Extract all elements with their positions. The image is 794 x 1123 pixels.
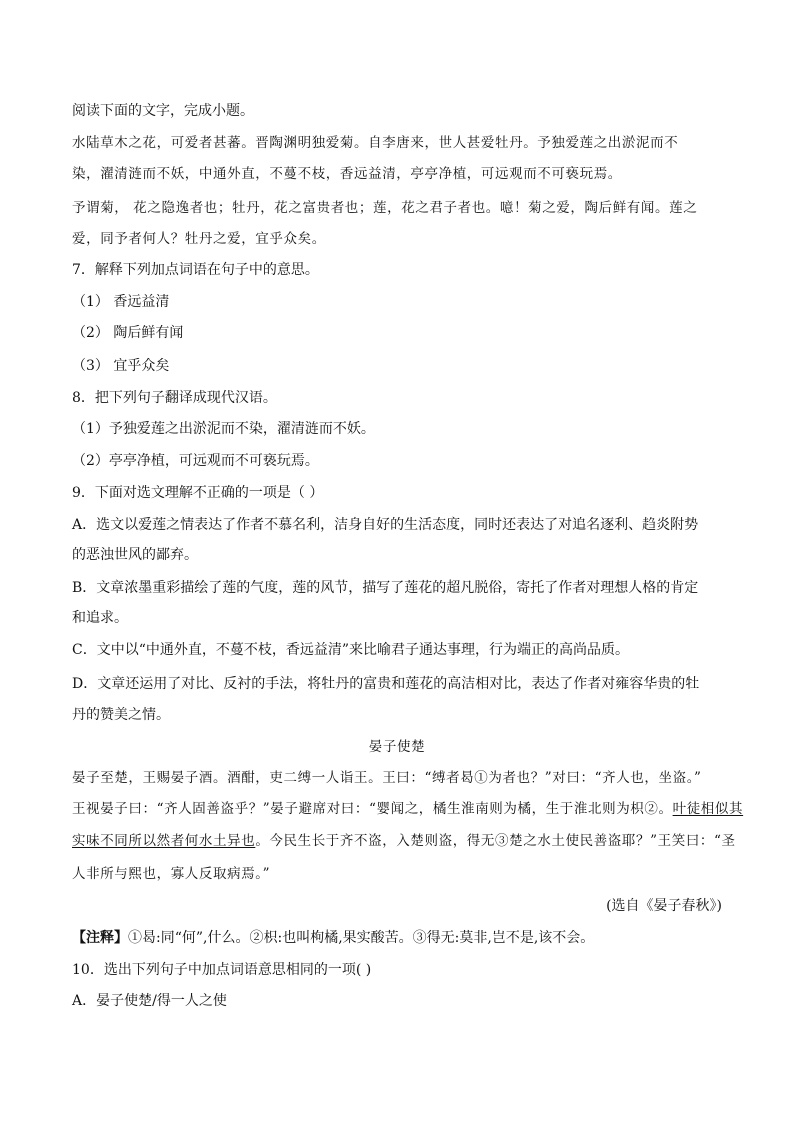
passage1-line-1: 水陆草木之花，可爱者甚蕃。晋陶渊明独爱菊。自李唐来，世人甚爱牡丹。予独爱莲之出淤泥而不: [72, 135, 679, 151]
question-10-option-a: A．晏子使楚/得一人之使: [72, 993, 227, 1009]
question-9-option-d-line-1: D．文章还运用了对比、反衬的手法，将牡丹的富贵和莲花的高洁相对比，表达了作者对雍容华贵的牡: [72, 676, 700, 692]
question-7-stem: 7．解释下列加点词语在句子中的意思。: [72, 262, 319, 278]
passage2-title: 晏子使楚: [368, 739, 426, 755]
question-8-item-1: （1）予独爱莲之出淤泥而不染，濯清涟而不妖。: [72, 421, 375, 437]
question-9-option-b-line-2: 和追求。: [72, 610, 128, 626]
notes-label: 【注释】: [72, 930, 128, 946]
question-10-stem: 10．选出下列句子中加点词语意思相同的一项( ): [72, 962, 372, 978]
passage1-line-2: 染，濯清涟而不妖，中通外直，不蔓不枝，香远益清，亭亭净植，可远观而不可亵玩焉。: [72, 166, 622, 182]
passage2-line-4: 人非所与熙也，寡人反取病焉。”: [72, 866, 271, 882]
question-8-stem: 8．把下列句子翻译成现代汉语。: [72, 390, 277, 406]
passage1-line-3: 予谓菊， 花之隐逸者也；牡丹，花之富贵者也；莲，花之君子者也。噫！菊之爱，陶后鲜有闻。莲之: [72, 200, 698, 216]
question-9-option-d-line-2: 丹的赞美之情。: [72, 707, 170, 723]
question-8-item-2: （2）亭亭净植，可远观而不可亵玩焉。: [72, 453, 319, 469]
question-7-item-3: （3） 宜乎众矣: [72, 358, 170, 374]
question-9-stem: 9．下面对选文理解不正确的一项是（ ）: [72, 485, 324, 501]
passage2-line-1: 晏子至楚，王赐晏子酒。酒酣，吏二缚一人诣王。王曰：“缚者曷①为者也？”对曰：“齐人也，坐盗。”: [72, 770, 702, 786]
passage2-source: (选自《晏子春秋》): [606, 898, 722, 914]
passage1-line-4: 爱，同予者何人？牡丹之爱，宜乎众矣。: [72, 231, 326, 247]
passage2-line-3-text: 。今民生长于齐不盗，入楚则盗，得无③楚之水土使民善盗耶？”王笑曰：“圣: [255, 833, 736, 849]
passage2-underlined-sentence-part-1: 叶徒相似其: [672, 801, 744, 817]
reading-instruction: 阅读下面的文字，完成小题。: [72, 103, 254, 119]
question-9-option-a-line-1: A．选文以爱莲之情表达了作者不慕名利，洁身自好的生活态度，同时还表达了对追名逐利、趋炎附势: [72, 517, 699, 533]
question-7-item-2: （2） 陶后鲜有闻: [72, 325, 184, 341]
question-7-item-1: （1） 香远益清: [72, 294, 170, 310]
passage2-line-2: [72, 799, 743, 819]
passage2-underlined-sentence-part-2: 实味不同所以然者何水土异也: [72, 833, 256, 849]
question-9-option-c: C．文中以“中通外直，不蔓不枝，香远益清”来比喻君子通达事理，行为端正的高尚品质。: [72, 642, 630, 658]
notes-text: ①曷:同“何”,什么。②枳:也叫枸橘,果实酸苦。③得无:莫非,岂不是,该不会。: [128, 930, 595, 946]
passage2-line-3: [72, 831, 736, 851]
question-9-option-a-line-2: 的恶浊世风的鄙弃。: [72, 547, 198, 563]
question-9-option-b-line-1: B．文章浓墨重彩描绘了莲的气度，莲的风节，描写了莲花的超凡脱俗，寄托了作者对理想人格的肯定: [72, 580, 699, 596]
notes: [72, 928, 594, 948]
passage2-line-2-text: 王视晏子曰：“齐人固善盗乎？”晏子避席对曰：“婴闻之，橘生淮南则为橘，生于淮北则为枳②。: [72, 801, 673, 817]
